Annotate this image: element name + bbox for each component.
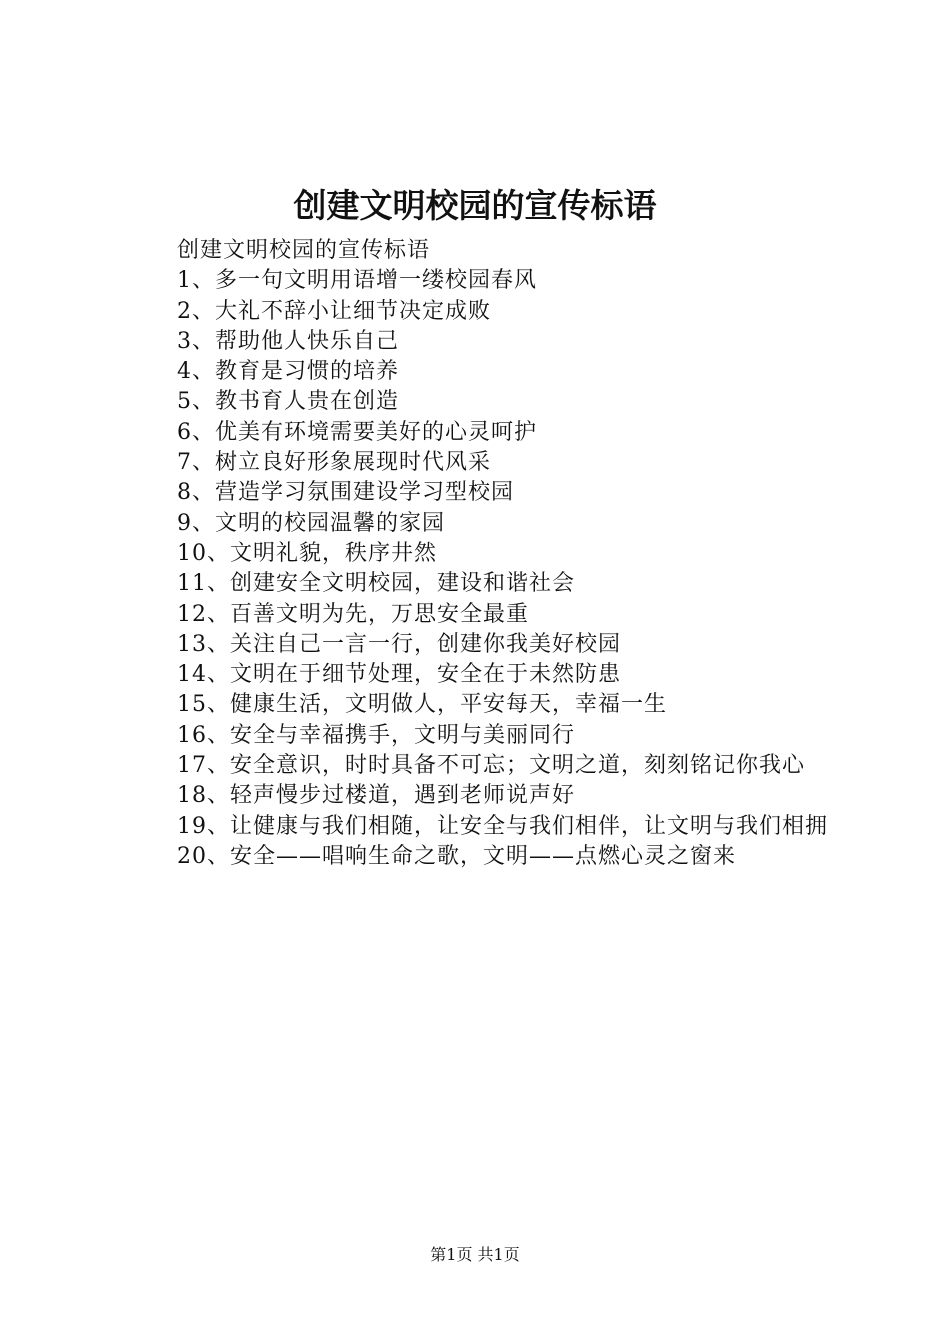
slogan-item: 10、文明礼貌，秩序井然	[177, 540, 437, 566]
slogan-item: 9、文明的校园温馨的家园	[177, 510, 445, 536]
slogan-item: 8、营造学习氛围建设学习型校园	[177, 480, 514, 506]
document-title: 创建文明校园的宣传标语	[293, 186, 657, 225]
slogan-item: 7、树立良好形象展现时代风采	[177, 450, 491, 476]
slogan-item: 12、百善文明为先，万思安全最重	[177, 601, 529, 627]
paragraph-subtitle: 创建文明校园的宣传标语	[177, 238, 431, 263]
slogan-item: 14、文明在于细节处理，安全在于未然防患	[177, 662, 621, 688]
slogan-item: 19、让健康与我们相随，让安全与我们相伴，让文明与我们相拥	[177, 813, 828, 839]
slogan-item: 17、安全意识，时时具备不可忘；文明之道，刻刻铭记你我心	[177, 753, 805, 779]
document-body	[130, 236, 840, 872]
slogan-item: 1、多一句文明用语增一缕校园春风	[177, 268, 537, 294]
slogan-item: 18、轻声慢步过楼道，遇到老师说声好	[177, 783, 575, 809]
slogan-item: 6、优美有环境需要美好的心灵呵护	[177, 419, 537, 445]
slogan-item: 13、关注自己一言一行，创建你我美好校园	[177, 631, 621, 657]
slogan-item: 2、大礼不辞小让细节决定成败	[177, 298, 491, 324]
slogan-item: 20、安全——唱响生命之歌，文明——点燃心灵之窗来	[177, 843, 736, 869]
slogan-item: 16、安全与幸福携手，文明与美丽同行	[177, 722, 575, 748]
slogan-item: 3、帮助他人快乐自己	[177, 328, 399, 354]
slogan-item: 5、教书育人贵在创造	[177, 389, 399, 415]
slogan-item: 15、健康生活，文明做人，平安每天，幸福一生	[177, 692, 667, 718]
slogan-item: 4、教育是习惯的培养	[177, 359, 399, 385]
slogan-item: 11、创建安全文明校园，建设和谐社会	[177, 571, 575, 597]
page-footer: 第1页 共1页	[430, 1245, 520, 1264]
